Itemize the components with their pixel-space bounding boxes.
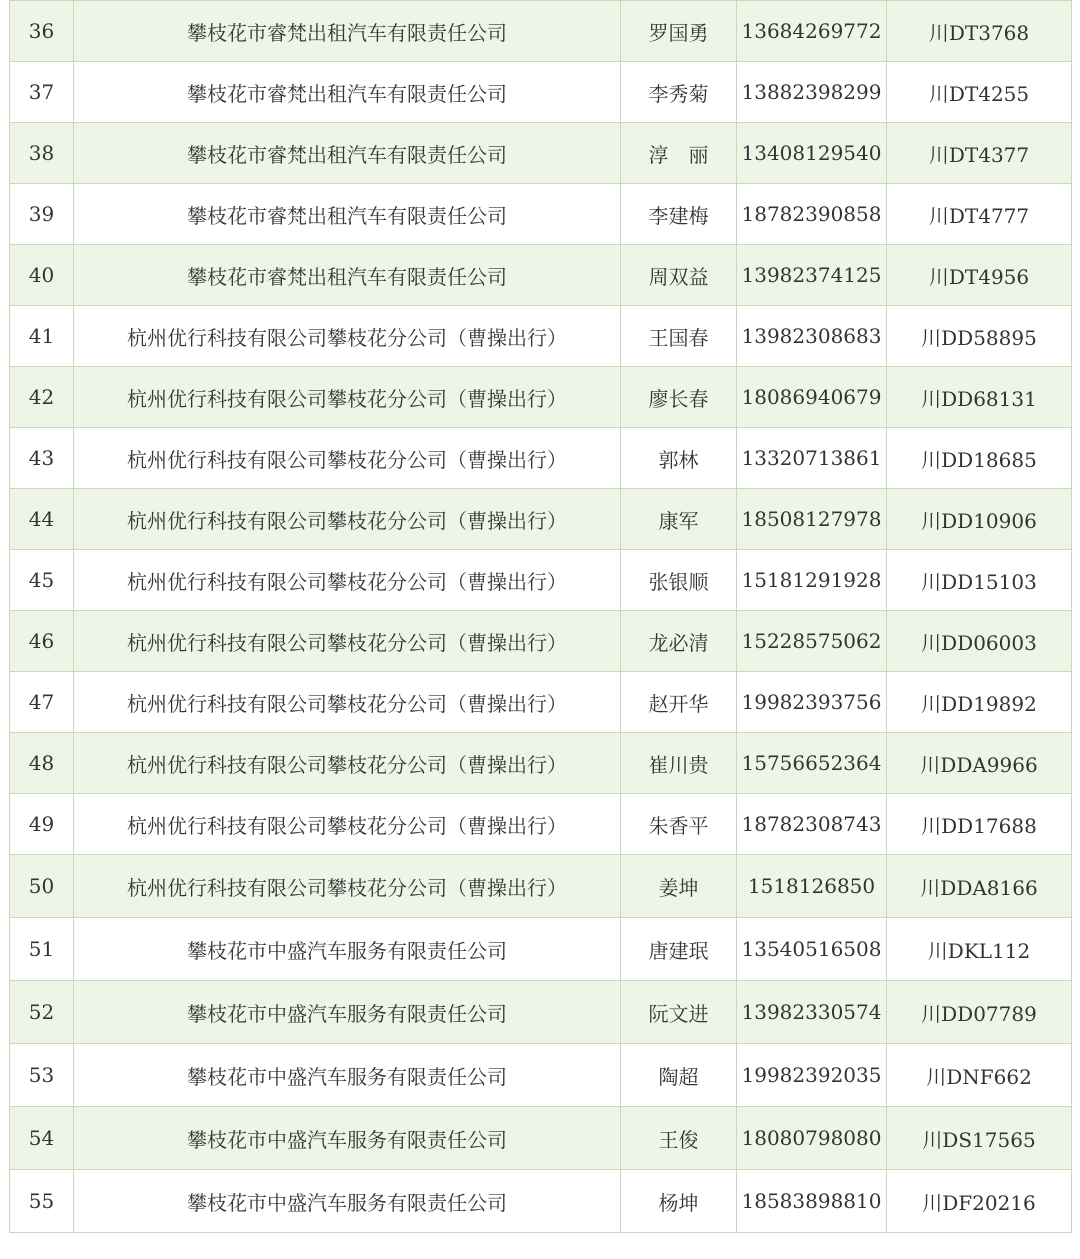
license-plate: 川DD17688 <box>887 794 1072 855</box>
row-number: 45 <box>10 550 74 611</box>
table-row <box>10 1107 1072 1170</box>
row-number: 55 <box>10 1170 74 1233</box>
row-number: 40 <box>10 245 74 306</box>
license-plate: 川DT4255 <box>887 62 1072 123</box>
phone-number: 13408129540 <box>737 123 887 184</box>
phone-number: 13982308683 <box>737 306 887 367</box>
phone-number: 13982330574 <box>737 981 887 1044</box>
table-row <box>10 918 1072 981</box>
driver-name: 唐建珉 <box>621 918 737 981</box>
driver-name: 张银顺 <box>621 550 737 611</box>
driver-name: 陶超 <box>621 1044 737 1107</box>
table-row <box>10 245 1072 306</box>
license-plate: 川DD15103 <box>887 550 1072 611</box>
company-name: 杭州优行科技有限公司攀枝花分公司（曹操出行） <box>74 733 621 794</box>
license-plate: 川DF20216 <box>887 1170 1072 1233</box>
table-row <box>10 62 1072 123</box>
driver-name: 朱香平 <box>621 794 737 855</box>
phone-number: 13320713861 <box>737 428 887 489</box>
phone-number: 13982374125 <box>737 245 887 306</box>
license-plate: 川DS17565 <box>887 1107 1072 1170</box>
company-name: 杭州优行科技有限公司攀枝花分公司（曹操出行） <box>74 367 621 428</box>
company-name: 杭州优行科技有限公司攀枝花分公司（曹操出行） <box>74 855 621 918</box>
phone-number: 13684269772 <box>737 1 887 62</box>
row-number: 47 <box>10 672 74 733</box>
row-number: 43 <box>10 428 74 489</box>
driver-name: 康军 <box>621 489 737 550</box>
table-row <box>10 672 1072 733</box>
company-name: 攀枝花市中盛汽车服务有限责任公司 <box>74 1107 621 1170</box>
company-name: 攀枝花市中盛汽车服务有限责任公司 <box>74 1044 621 1107</box>
table-row <box>10 428 1072 489</box>
phone-number: 1518126850 <box>737 855 887 918</box>
phone-number: 18086940679 <box>737 367 887 428</box>
driver-name: 赵开华 <box>621 672 737 733</box>
company-name: 杭州优行科技有限公司攀枝花分公司（曹操出行） <box>74 672 621 733</box>
table-row <box>10 794 1072 855</box>
row-number: 46 <box>10 611 74 672</box>
row-number: 53 <box>10 1044 74 1107</box>
license-plate: 川DDA9966 <box>887 733 1072 794</box>
phone-number: 18508127978 <box>737 489 887 550</box>
company-name: 杭州优行科技有限公司攀枝花分公司（曹操出行） <box>74 428 621 489</box>
driver-name: 淳 丽 <box>621 123 737 184</box>
company-name: 攀枝花市睿梵出租汽车有限责任公司 <box>74 1 621 62</box>
driver-name: 廖长春 <box>621 367 737 428</box>
phone-number: 18080798080 <box>737 1107 887 1170</box>
company-name: 杭州优行科技有限公司攀枝花分公司（曹操出行） <box>74 550 621 611</box>
driver-name: 龙必清 <box>621 611 737 672</box>
row-number: 41 <box>10 306 74 367</box>
row-number: 36 <box>10 1 74 62</box>
row-number: 54 <box>10 1107 74 1170</box>
driver-name: 姜坤 <box>621 855 737 918</box>
row-number: 38 <box>10 123 74 184</box>
phone-number: 19982392035 <box>737 1044 887 1107</box>
row-number: 44 <box>10 489 74 550</box>
company-name: 攀枝花市睿梵出租汽车有限责任公司 <box>74 184 621 245</box>
license-plate: 川DD58895 <box>887 306 1072 367</box>
company-name: 杭州优行科技有限公司攀枝花分公司（曹操出行） <box>74 794 621 855</box>
phone-number: 15228575062 <box>737 611 887 672</box>
table-row <box>10 1044 1072 1107</box>
driver-name: 周双益 <box>621 245 737 306</box>
table-row <box>10 1170 1072 1233</box>
table-row <box>10 184 1072 245</box>
license-plate: 川DD10906 <box>887 489 1072 550</box>
table-row <box>10 611 1072 672</box>
row-number: 50 <box>10 855 74 918</box>
table-row <box>10 489 1072 550</box>
row-number: 37 <box>10 62 74 123</box>
license-plate: 川DDA8166 <box>887 855 1072 918</box>
license-plate: 川DD07789 <box>887 981 1072 1044</box>
company-name: 攀枝花市中盛汽车服务有限责任公司 <box>74 918 621 981</box>
driver-name: 崔川贵 <box>621 733 737 794</box>
row-number: 48 <box>10 733 74 794</box>
license-plate: 川DD18685 <box>887 428 1072 489</box>
phone-number: 18782390858 <box>737 184 887 245</box>
phone-number: 13882398299 <box>737 62 887 123</box>
table-row <box>10 123 1072 184</box>
driver-name: 杨坤 <box>621 1170 737 1233</box>
driver-table <box>9 0 1072 1233</box>
driver-name: 罗国勇 <box>621 1 737 62</box>
license-plate: 川DNF662 <box>887 1044 1072 1107</box>
driver-name: 郭林 <box>621 428 737 489</box>
license-plate: 川DT4956 <box>887 245 1072 306</box>
row-number: 49 <box>10 794 74 855</box>
company-name: 攀枝花市睿梵出租汽车有限责任公司 <box>74 245 621 306</box>
company-name: 杭州优行科技有限公司攀枝花分公司（曹操出行） <box>74 611 621 672</box>
driver-name: 阮文进 <box>621 981 737 1044</box>
license-plate: 川DT3768 <box>887 1 1072 62</box>
license-plate: 川DKL112 <box>887 918 1072 981</box>
company-name: 攀枝花市睿梵出租汽车有限责任公司 <box>74 123 621 184</box>
phone-number: 15181291928 <box>737 550 887 611</box>
license-plate: 川DD19892 <box>887 672 1072 733</box>
driver-table-container <box>9 0 1071 1233</box>
row-number: 42 <box>10 367 74 428</box>
phone-number: 19982393756 <box>737 672 887 733</box>
driver-name: 李建梅 <box>621 184 737 245</box>
driver-name: 王国春 <box>621 306 737 367</box>
company-name: 攀枝花市中盛汽车服务有限责任公司 <box>74 981 621 1044</box>
phone-number: 18782308743 <box>737 794 887 855</box>
phone-number: 18583898810 <box>737 1170 887 1233</box>
row-number: 39 <box>10 184 74 245</box>
license-plate: 川DT4377 <box>887 123 1072 184</box>
row-number: 52 <box>10 981 74 1044</box>
company-name: 攀枝花市中盛汽车服务有限责任公司 <box>74 1170 621 1233</box>
phone-number: 15756652364 <box>737 733 887 794</box>
company-name: 杭州优行科技有限公司攀枝花分公司（曹操出行） <box>74 306 621 367</box>
driver-table-body <box>10 1 1072 1233</box>
company-name: 攀枝花市睿梵出租汽车有限责任公司 <box>74 62 621 123</box>
table-row <box>10 306 1072 367</box>
driver-name: 王俊 <box>621 1107 737 1170</box>
license-plate: 川DD06003 <box>887 611 1072 672</box>
table-row <box>10 733 1072 794</box>
license-plate: 川DD68131 <box>887 367 1072 428</box>
table-row <box>10 1 1072 62</box>
company-name: 杭州优行科技有限公司攀枝花分公司（曹操出行） <box>74 489 621 550</box>
phone-number: 13540516508 <box>737 918 887 981</box>
table-row <box>10 550 1072 611</box>
driver-name: 李秀菊 <box>621 62 737 123</box>
table-row <box>10 367 1072 428</box>
license-plate: 川DT4777 <box>887 184 1072 245</box>
table-row <box>10 981 1072 1044</box>
row-number: 51 <box>10 918 74 981</box>
table-row <box>10 855 1072 918</box>
